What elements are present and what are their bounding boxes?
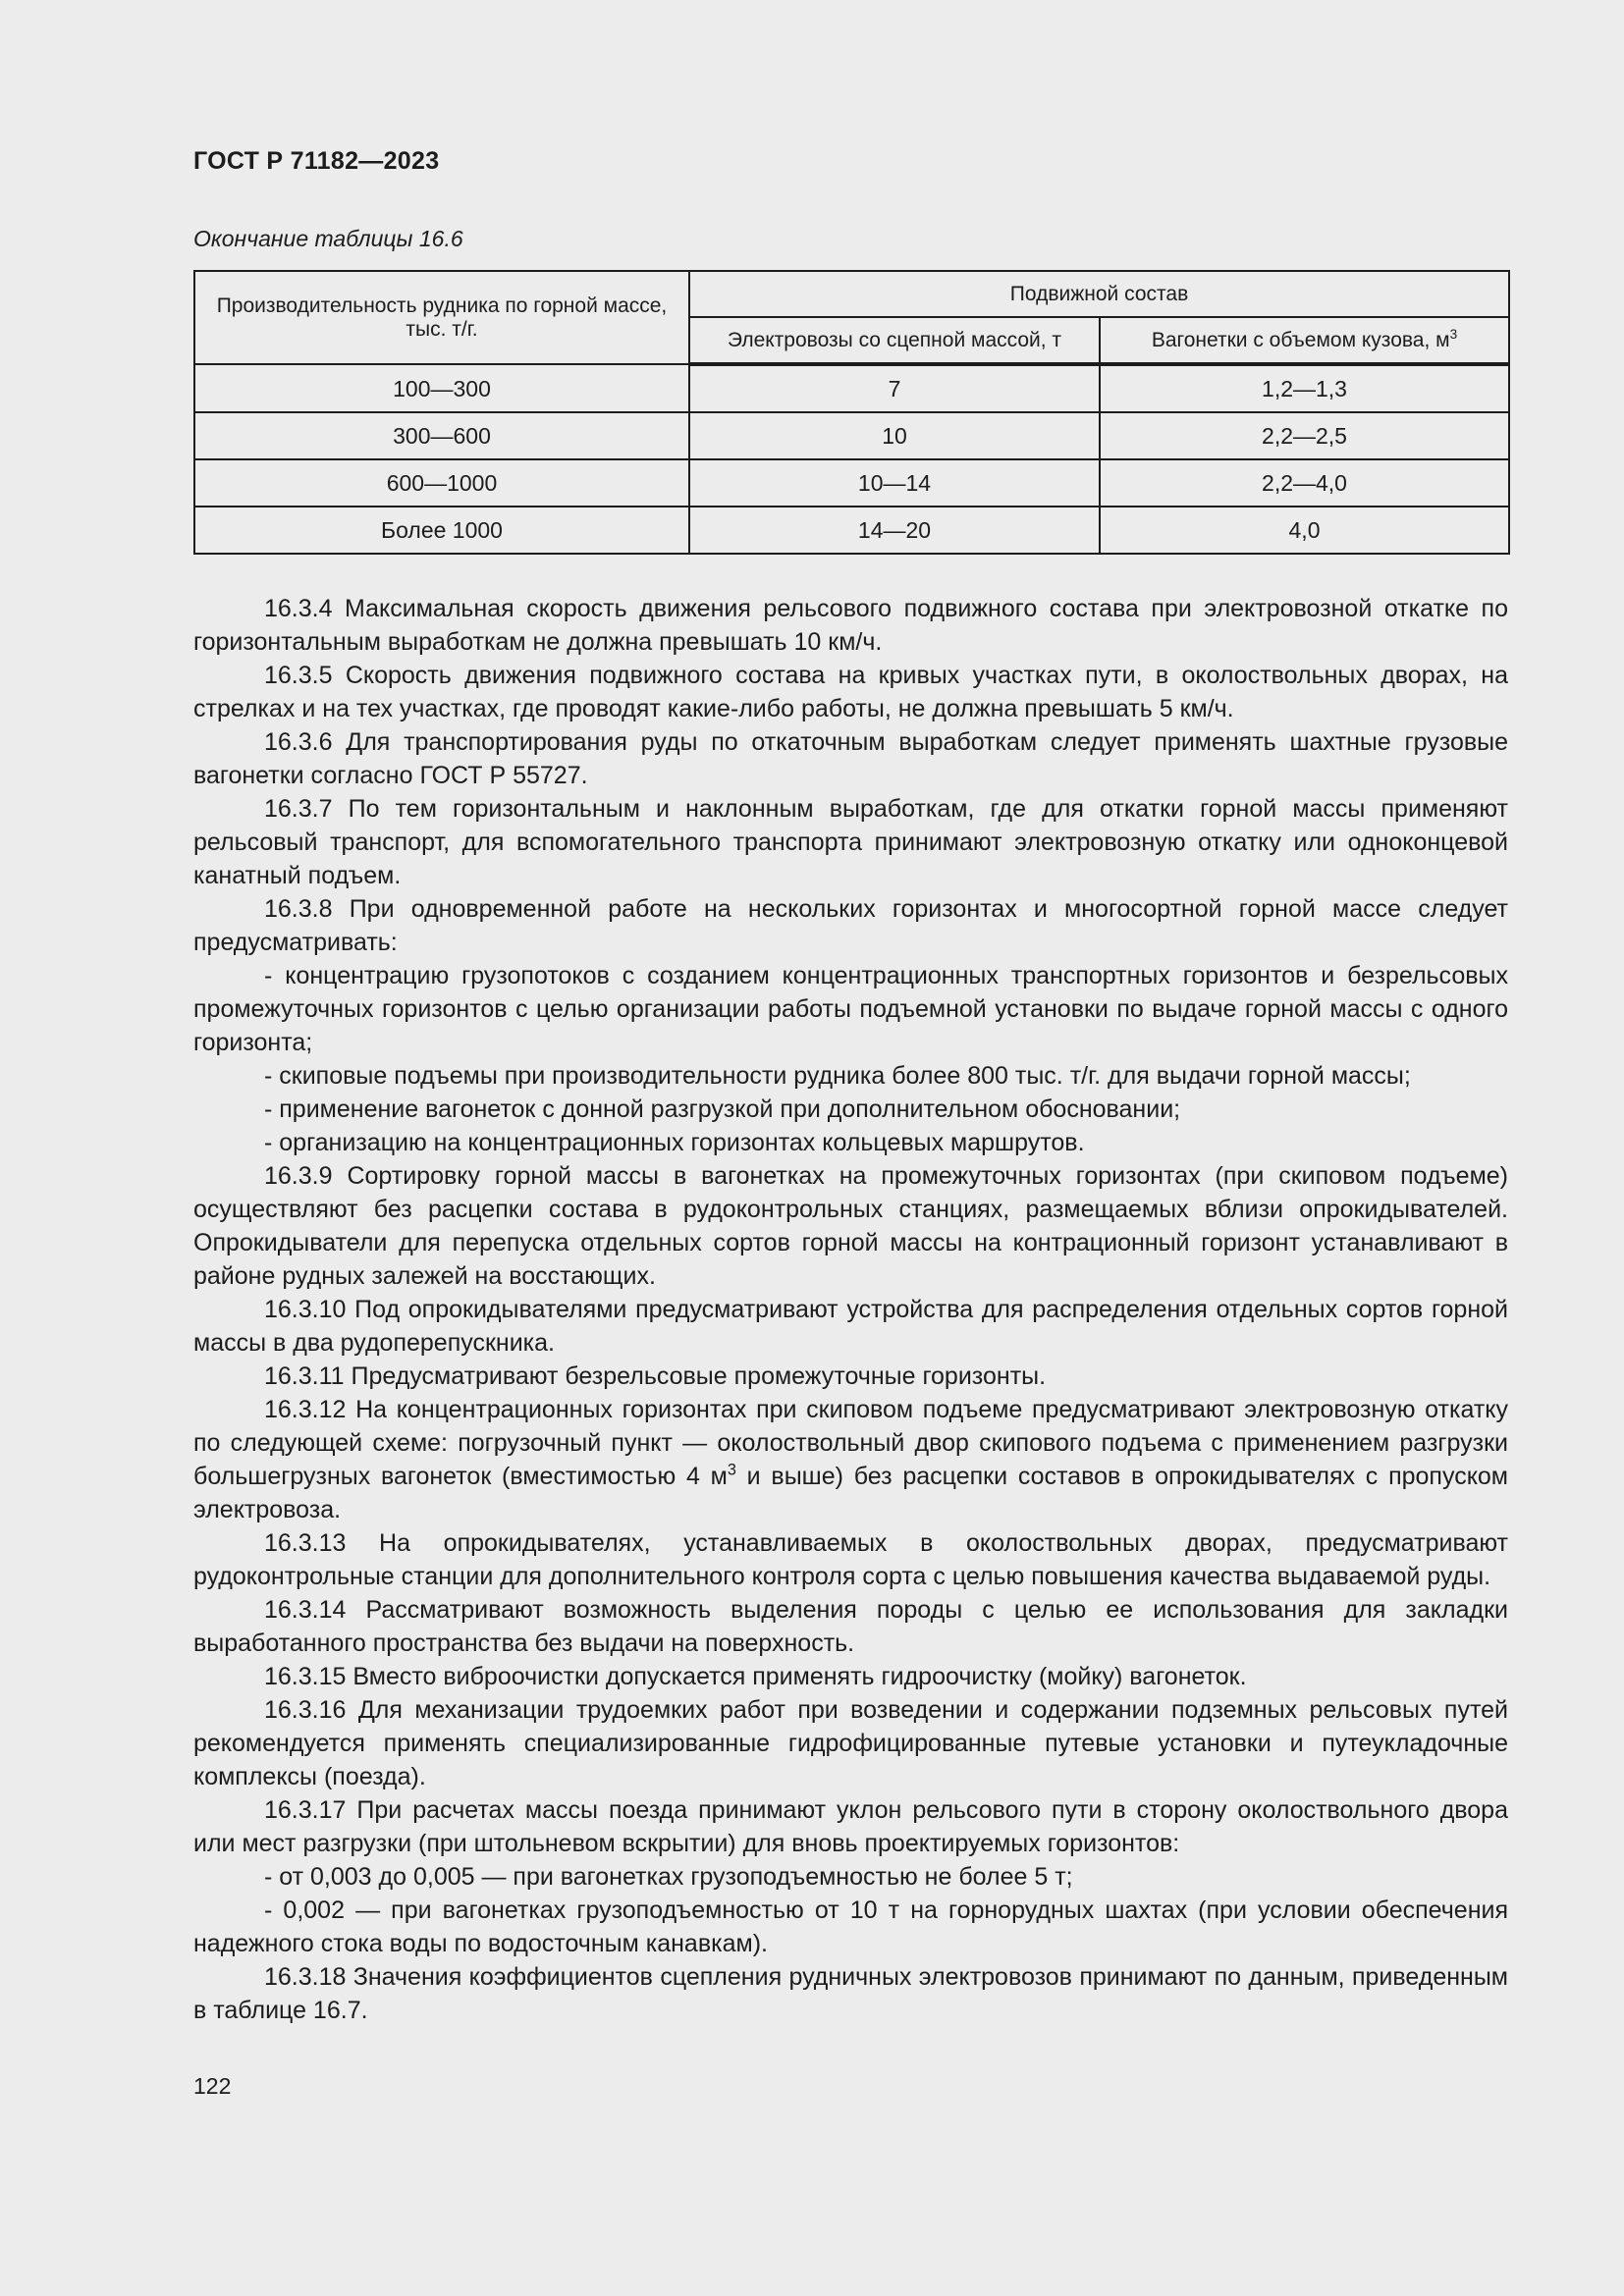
table-caption: Окончание таблицы 16.6 <box>193 226 463 251</box>
paragraph-16-3-13: 16.3.13 На опрокидывателях, устанавливаемых в околоствольных дворах, предусматривают рудоконтрольные станции для дополнительного контроля сорта с целью повышения качества выдаваемой руды. <box>193 1529 1508 1590</box>
body-text <box>193 592 1508 2027</box>
cell-wagons: 2,2—4,0 <box>1100 459 1509 507</box>
table-row <box>194 507 1509 554</box>
table-row <box>194 364 1509 412</box>
paragraph-16-3-18: 16.3.18 Значения коэффициентов сцепления рудничных электровозов принимают по данным, приведенным в таблице 16.7. <box>193 1963 1508 2024</box>
list-item: - 0,002 — при вагонетках грузоподъемностью от 10 т на горнорудных шахтах (при условии обеспечения надежного стока воды по водосточным канавкам). <box>193 1896 1508 1957</box>
document-header-title: ГОСТ Р 71182—2023 <box>193 147 440 175</box>
cell-locomotives: 14—20 <box>689 507 1100 554</box>
list-item: - организацию на концентрационных горизонтах кольцевых маршрутов. <box>264 1129 1085 1156</box>
cell-production: 100—300 <box>194 364 689 412</box>
page-number: 122 <box>193 2073 232 2099</box>
cell-production: 600—1000 <box>194 459 689 507</box>
cell-wagons: 4,0 <box>1100 507 1509 554</box>
cell-wagons: 2,2—2,5 <box>1100 412 1509 459</box>
rolling-stock-table <box>193 270 1510 555</box>
cell-locomotives: 10 <box>689 412 1100 459</box>
column-group-header-rolling-stock: Подвижной состав <box>689 271 1509 317</box>
cell-production: 300—600 <box>194 412 689 459</box>
column-header-production: Производительность рудника по горной массе, тыс. т/г. <box>194 271 689 364</box>
paragraph-16-3-11: 16.3.11 Предусматривают безрельсовые промежуточные горизонты. <box>264 1362 1047 1390</box>
paragraph-16-3-16: 16.3.16 Для механизации трудоемких работ при возведении и содержании подземных рельсовых путей рекомендуется применять специализированные гидрофицированные путевые установки и путеукладочные комплексы (поезда). <box>193 1696 1508 1790</box>
list-item: - скиповые подъемы при производительности рудника более 800 тыс. т/г. для выдачи горной массы; <box>264 1062 1411 1090</box>
paragraph-16-3-6: 16.3.6 Для транспортирования руды по откаточным выработкам следует применять шахтные грузовые вагонетки согласно ГОСТ Р 55727. <box>193 728 1508 789</box>
paragraph-16-3-17: 16.3.17 При расчетах массы поезда принимают уклон рельсового пути в сторону околоствольного двора или мест разгрузки (при штольневом вскрытии) для вновь проектируемых горизонтов: <box>193 1796 1508 1857</box>
column-header-locomotives: Электровозы со сцепной массой, т <box>689 317 1100 364</box>
cell-locomotives: 7 <box>689 364 1100 412</box>
list-item: - применение вагонеток с донной разгрузкой при дополнительном обосновании; <box>264 1095 1181 1123</box>
table-row <box>194 412 1509 459</box>
paragraph-16-3-12: 16.3.12 На концентрационных горизонтах при скиповом подъеме предусматривают электровозную откатку по следующей схеме: погрузочный пункт — околоствольный двор скипового подъема с применением разгрузки большегрузных вагонеток (вместимостью 4 $м^3$ и выше) без расцепки составов в опрокидывателях с пропуском электровоза. <box>193 1396 1508 1523</box>
table-row <box>194 459 1509 507</box>
paragraph-16-3-7: 16.3.7 По тем горизонтальным и наклонным выработкам, где для откатки горной массы применяют рельсовый транспорт, для вспомогательного транспорта принимают электровозную откатку или одноконцевой канатный подъем. <box>193 795 1508 889</box>
cell-production: Более 1000 <box>194 507 689 554</box>
paragraph-16-3-14: 16.3.14 Рассматривают возможность выделения породы с целью ее использования для закладки выработанного пространства без выдачи на поверхность. <box>193 1596 1508 1657</box>
list-item: - от 0,003 до 0,005 — при вагонетках грузоподъемностью не более 5 т; <box>264 1863 1073 1891</box>
paragraph-16-3-15: 16.3.15 Вместо виброочистки допускается применять гидроочистку (мойку) вагонеток. <box>264 1663 1247 1690</box>
list-item: - концентрацию грузопотоков с созданием концентрационных транспортных горизонтов и безрельсовых промежуточных горизонтов с целью организации работы подъемной установки по выдаче горной массы с одного горизонта; <box>193 962 1508 1056</box>
paragraph-16-3-9: 16.3.9 Сортировку горной массы в вагонетках на промежуточных горизонтах (при скиповом подъеме) осуществляют без расцепки состава в рудоконтрольных станциях, размещаемых вблизи опрокидывателей. Опрокидыватели для перепуска отдельных сортов горной массы на контрационный горизонт устанавливают в районе рудных залежей на восстающих. <box>193 1162 1508 1290</box>
cell-locomotives: 10—14 <box>689 459 1100 507</box>
paragraph-16-3-10: 16.3.10 Под опрокидывателями предусматривают устройства для распределения отдельных сортов горной массы в два рудоперепускника. <box>193 1296 1508 1357</box>
paragraph-16-3-5: 16.3.5 Скорость движения подвижного состава на кривых участках пути, в околоствольных дворах, на стрелках и на тех участках, где проводят какие-либо работы, не должна превышать 5 км/ч. <box>193 662 1508 722</box>
column-header-wagons: Вагонетки с объемом кузова, $м^3$ <box>1100 317 1509 364</box>
paragraph-16-3-8: 16.3.8 При одновременной работе на нескольких горизонтах и многосортной горной массе следует предусматривать: <box>193 895 1508 956</box>
paragraph-16-3-4: 16.3.4 Максимальная скорость движения рельсового подвижного состава при электровозной откатке по горизонтальным выработкам не должна превышать 10 км/ч. <box>193 595 1508 656</box>
cell-wagons: 1,2—1,3 <box>1100 364 1509 412</box>
